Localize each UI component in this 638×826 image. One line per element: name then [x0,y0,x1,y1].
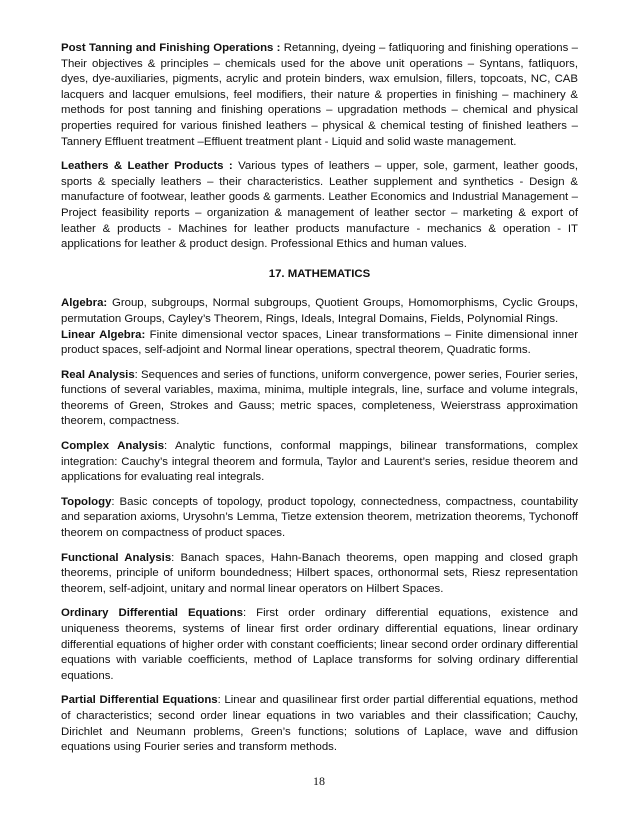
paragraph-heading: Linear Algebra: [61,328,146,341]
paragraph-body: Retanning, dyeing – fatliquoring and finishing operations – Their objectives & principles – chemicals used for the above unit operations – Syntans, fatliquors, dyes, dye-auxiliaries, pigments, acrylic and protein binders, wax emulsion, fillers, topcoats, NC, CAB lacquers and lacquer emulsions, feel modifiers, their nature & properties in finishing – machinery & methods for post tanning and finishing operations – upgradation methods – chemical and physical properties required for various finished leathers – physical & chemical testing of finished leathers – Tannery Effluent treatment –Effluent treatment plant - Liquid and solid waste management. [61,42,578,148]
topology-paragraph [61,495,578,542]
post-tanning-paragraph [61,41,578,150]
page-number: 18 [313,774,325,788]
linear-algebra-paragraph [61,328,578,359]
paragraph-heading: Algebra: [61,297,108,310]
paragraph-body: : Basic concepts of topology, product topology, connectedness, compactness, countability and separation axioms, Urysohn’s Lemma, Tietze extension theorem, metrization theorems, Tychonoff theorem on compactness of product spaces. [61,495,578,540]
paragraph-body: Group, subgroups, Normal subgroups, Quotient Groups, Homomorphisms, Cyclic Groups, permutation Groups, Cayley’s Theorem, Rings, Ideals, Integral Domains, Fields, Polynomial Rings. [61,297,578,325]
real-analysis-paragraph [61,368,578,430]
ode-paragraph [61,606,578,684]
paragraph-heading: Topology [61,495,112,508]
paragraph-body: Finite dimensional vector spaces, Linear transformations – Finite dimensional inner product spaces, self-adjoint and Normal linear operations, spectral theorem, Quadratic forms. [61,328,578,357]
paragraph-body: : First order ordinary differential equations, existence and uniqueness theorems, systems of linear first order ordinary differential equations, linear ordinary differential equations of higher order with constant coefficients; linear second order ordinary differential equations with variable coefficients, method of Laplace transforms for solving ordinary differential equations. [61,607,578,682]
paragraph-heading: Leathers & Leather Products : [61,160,233,173]
section-title: 17. MATHEMATICS [268,267,371,280]
complex-analysis-paragraph [61,439,578,486]
leather-products-paragraph [61,159,578,253]
algebra-paragraph [61,296,578,327]
functional-analysis-paragraph [61,551,578,598]
paragraph-heading: Post Tanning and Finishing Operations : [61,42,281,54]
paragraph-body: : Linear and quasilinear first order partial differential equations, method of characteristics; second order linear equations in two variables and their classification; Cauchy, Dirichlet and Neumann problems, Green’s functions; solutions of Laplace, wave and diffusion equations using Fourier series and transform methods. [61,694,578,754]
paragraph-body: : Analytic functions, conformal mappings, bilinear transformations, complex integration: Cauchy’s integral theorem and formula, Taylor and Laurent’s series, residue theorem and applications for evaluating real integrals. [61,440,578,484]
paragraph-body: : Sequences and series of functions, uniform convergence, power series, Fourier series, functions of several variables, maxima, minima, multiple integrals, line, surface and volume integrals, theorems of Green, Strokes and Gauss; metric spaces, completeness, Weierstrass approximation theorem, compactness. [61,368,578,428]
paragraph-heading: Partial Differential Equations [61,694,218,707]
document-page [61,41,578,756]
paragraph-heading: Functional Analysis [61,551,172,564]
paragraph-heading: Ordinary Differential Equations [61,607,243,620]
paragraph-heading: Complex Analysis [61,440,165,453]
paragraph-body: : Banach spaces, Hahn-Banach theorems, open mapping and closed graph theorems, principle of uniform boundedness; Hilbert spaces, orthonormal sets, Riesz representation theorem, self-adjoint, unitary and normal linear operators on Hilbert Spaces. [61,551,578,595]
paragraph-heading: Real Analysis [61,368,135,381]
pde-paragraph [61,693,578,755]
paragraph-body: Various types of leathers – upper, sole, garment, leather goods, sports & specially leathers – their characteristics. Leather supplement and synthetics - Design & manufacture of footwear, leather goods & garments. Leather Economics and Industrial Management – Project feasibility reports – organization & management of leather sector – marketing & export of leather & products - Machines for leather products manufacture - mechanics & operation - IT applications for leather & product design. Professional Ethics and human values. [61,160,578,251]
